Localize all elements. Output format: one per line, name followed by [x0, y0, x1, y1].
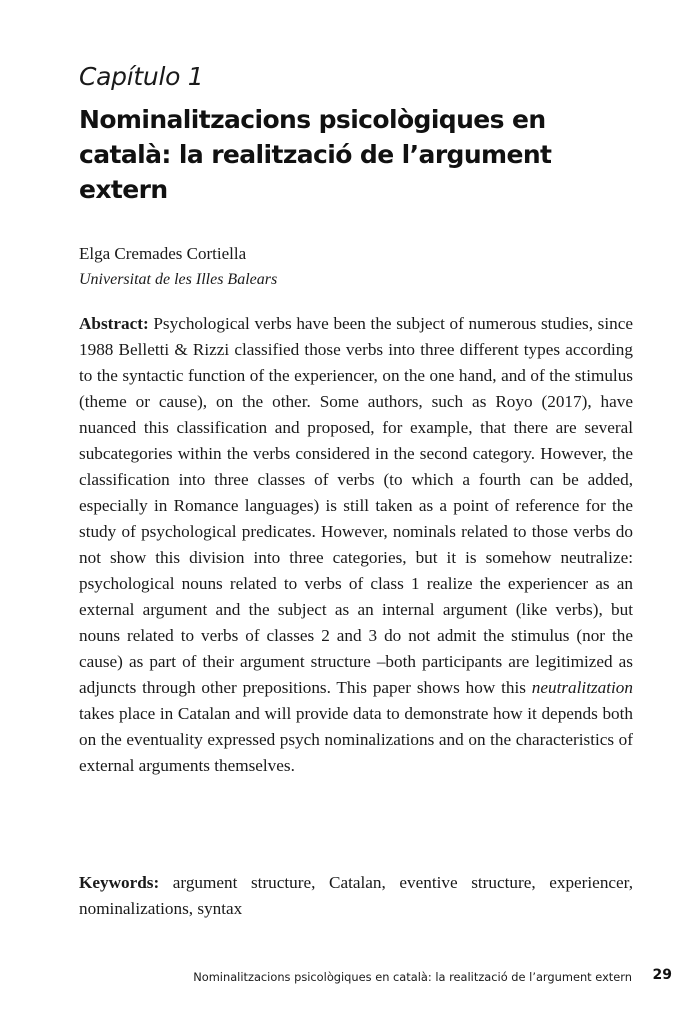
page-number: 29: [652, 967, 672, 983]
abstract-text: Psychological verbs have been the subject of numerous studies, since 1988 Belletti & Rizzi classified those verbs into three different types according to the syntactic function of the experiencer, on the one hand, and of the stimulus (theme or cause), on the other. Some authors, such as Royo (2017), have nuanced this classification and proposed, for example, that there are several subcategories within the verbs considered in the second category. However, the classification into three classes of verbs (to which a fourth can be added, especially in Romance languages) is still taken as a point of reference for the study of psychological predicates. However, nominals related to those verbs do not show this division into three categories, but it is somehow neutralize: psychological nouns related to verbs of class 1 realize the experiencer as an external argument and the subject as an internal argument (like verbs), but nouns related to verbs of classes 2 and 3 do not admit the stimulus (nor the cause) as part of their argument structure –both participants are legitimized as adjuncts through other prepositions. This paper shows how this: [79, 314, 633, 697]
chapter-title-line: català: la realització de l’argument: [79, 140, 552, 169]
abstract-label: Abstract:: [79, 314, 149, 333]
chapter-title-line: extern: [79, 175, 168, 204]
keywords-label: Keywords:: [79, 873, 160, 892]
chapter-title: [79, 102, 639, 207]
keywords-text: argument structure, Catalan, eventive structure, experiencer, nominalizations, syntax: [79, 873, 633, 918]
chapter-title-line: Nominalitzacions psicològiques en: [79, 105, 546, 134]
abstract-paragraph: [79, 311, 633, 779]
author-name: Elga Cremades Cortiella: [79, 244, 247, 263]
abstract-italic-term: neutralitzation: [531, 678, 633, 697]
abstract-text-end: takes place in Catalan and will provide data to demonstrate how it depends both on the eventuality expressed psych nominalizations and on the characteristics of external arguments themselves.: [79, 704, 633, 775]
author-affiliation: Universitat de les Illes Balears: [79, 271, 278, 288]
running-header: Nominalitzacions psicològiques en català: la realització de l’argument extern: [193, 970, 632, 984]
chapter-label: Capítulo 1: [79, 62, 204, 91]
keywords-paragraph: [79, 870, 633, 922]
